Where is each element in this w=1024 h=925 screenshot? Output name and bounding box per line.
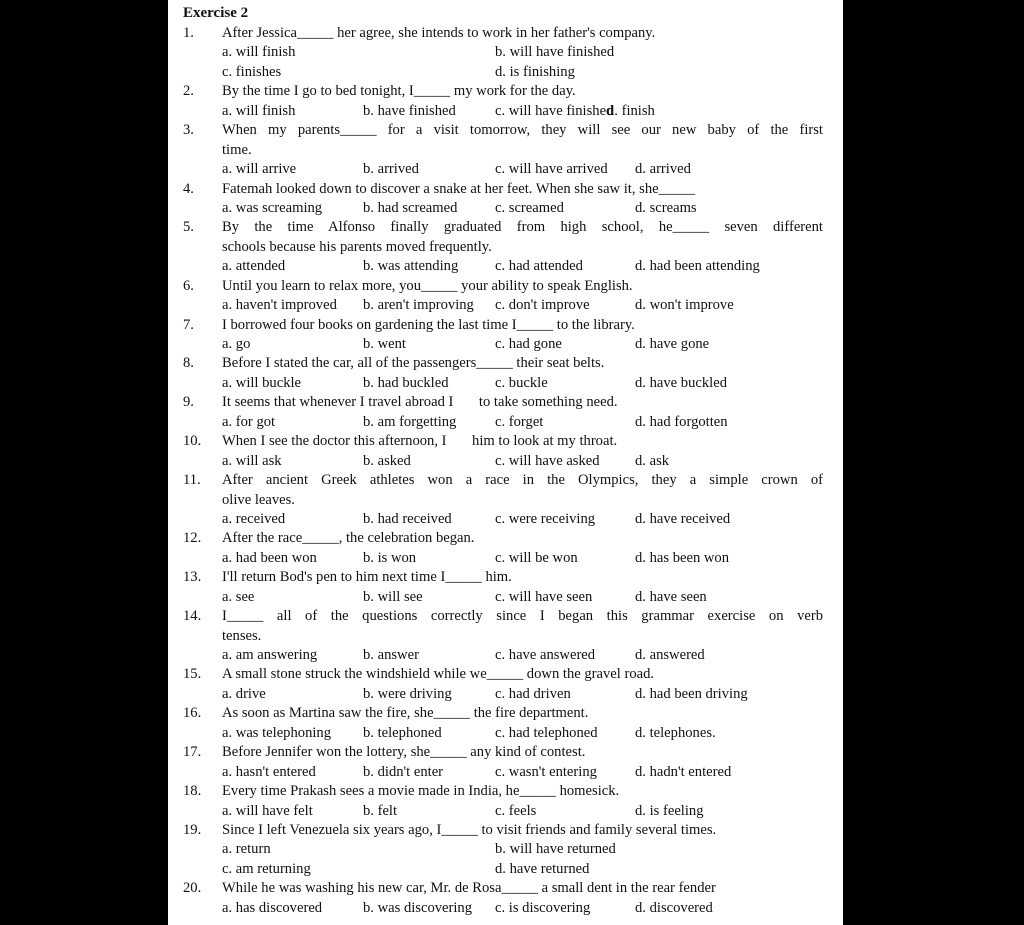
- option-a[interactable]: a. return: [222, 841, 271, 858]
- option-d[interactable]: d. answered: [635, 647, 705, 663]
- question-number: 11.: [183, 472, 201, 489]
- option-c[interactable]: c. will have seen: [495, 588, 593, 605]
- option-a[interactable]: a. had been won: [222, 549, 317, 566]
- option-b[interactable]: b. answer: [363, 647, 419, 663]
- option-b[interactable]: b. were driving: [363, 685, 452, 702]
- option-b[interactable]: b. have finished: [363, 102, 456, 119]
- question-number: 13.: [183, 569, 202, 586]
- option-a[interactable]: a. received: [222, 510, 286, 527]
- question-text-continued: [183, 627, 823, 646]
- question-13: [183, 568, 823, 587]
- question-19: [183, 821, 823, 840]
- question-16: [183, 704, 823, 723]
- option-a[interactable]: a. drive: [222, 685, 266, 702]
- question-number: 4.: [183, 180, 194, 197]
- question-text: By the time I go to bed tonight, I_____ my work for the day.: [222, 83, 576, 100]
- option-c[interactable]: c. feels: [495, 802, 537, 819]
- option-d[interactable]: d. is finishing: [495, 63, 575, 80]
- question-15: [183, 665, 823, 684]
- question-17: [183, 743, 823, 762]
- question-text: While he was washing his new car, Mr. de Rosa_____ a small dent in the rear fender: [222, 880, 716, 897]
- question-text: Since I left Venezuela six years ago, I_____ to visit friends and family several times.: [222, 821, 717, 838]
- question-number: 6.: [183, 277, 194, 294]
- question-6: [183, 277, 823, 296]
- question-number: 16.: [183, 705, 202, 722]
- question-number: 7.: [183, 316, 194, 333]
- option-d[interactable]: d. arrived: [635, 161, 691, 178]
- option-a[interactable]: a. will have felt: [222, 802, 313, 819]
- options-row: [183, 160, 823, 179]
- option-d[interactable]: d. had been attending: [635, 258, 760, 275]
- question-text: Before Jennifer won the lottery, she_____ any kind of contest.: [222, 744, 586, 761]
- question-text: As soon as Martina saw the fire, she_____ the fire department.: [222, 705, 589, 722]
- question-text: tenses.: [222, 627, 262, 644]
- question-text: When my parents_____ for a visit tomorrow, they will see our new baby of the first: [222, 122, 823, 139]
- option-c[interactable]: c. screamed: [495, 199, 564, 216]
- question-text: time.: [222, 141, 252, 158]
- question-number: 14.: [183, 608, 202, 625]
- option-b[interactable]: b. went: [363, 336, 406, 352]
- option-b[interactable]: b. arrived: [363, 161, 419, 178]
- options-row: [183, 588, 823, 607]
- option-b[interactable]: b. was discovering: [363, 899, 473, 916]
- question-2: [183, 82, 823, 101]
- option-a[interactable]: a. see: [222, 588, 255, 605]
- question-number: 1.: [183, 25, 194, 41]
- option-b[interactable]: b. telephoned: [363, 724, 442, 741]
- question-text: olive leaves.: [222, 491, 295, 508]
- option-c[interactable]: c. were receiving: [495, 510, 596, 527]
- option-c[interactable]: c. wasn't entering: [495, 763, 597, 780]
- question-3: [183, 121, 823, 140]
- option-c[interactable]: c. will have finished: [495, 102, 614, 119]
- question-number: 15.: [183, 666, 202, 683]
- option-b[interactable]: b. is won: [363, 549, 417, 566]
- question-number: 3.: [183, 122, 194, 139]
- option-a[interactable]: a. will finish: [222, 102, 296, 119]
- question-text: I_____ all of the questions correctly since I began this grammar exercise on verb: [222, 608, 823, 625]
- question-text: Before I stated the car, all of the passengers_____ their seat belts.: [222, 355, 605, 372]
- option-d[interactable]: d. had forgotten: [635, 413, 728, 430]
- options-row: [183, 802, 823, 821]
- option-a[interactable]: a. for got: [222, 413, 276, 430]
- question-4: [183, 180, 823, 199]
- options-row: [183, 724, 823, 743]
- option-a[interactable]: a. was screaming: [222, 199, 323, 216]
- option-a[interactable]: a. will finish: [222, 44, 296, 61]
- option-d[interactable]: d. have seen: [635, 588, 707, 605]
- option-c[interactable]: c. forget: [495, 413, 544, 430]
- question-number: 12.: [183, 530, 202, 547]
- option-c[interactable]: c. will have asked: [495, 452, 600, 469]
- options-row: [183, 374, 823, 393]
- option-c[interactable]: c. finishes: [222, 63, 282, 80]
- option-c[interactable]: c. have answered: [495, 647, 596, 663]
- option-c[interactable]: c. had driven: [495, 685, 571, 702]
- option-d[interactable]: d. have received: [635, 510, 731, 527]
- question-text: I borrowed four books on gardening the last time I_____ to the library.: [222, 316, 635, 333]
- option-d[interactable]: d. finish: [607, 102, 655, 119]
- option-c[interactable]: c. am returning: [222, 860, 311, 877]
- options-row: [183, 43, 823, 62]
- option-a[interactable]: a. attended: [222, 258, 286, 275]
- question-number: 19.: [183, 821, 202, 838]
- question-text: When I see the doctor this afternoon, I him to look at my throat.: [222, 433, 618, 450]
- question-1: [183, 24, 823, 43]
- options-row: [183, 413, 823, 432]
- option-a[interactable]: a. will arrive: [222, 161, 297, 178]
- options-row: [183, 102, 823, 121]
- worksheet-page: [168, 0, 843, 925]
- question-text: I'll return Bod's pen to him next time I_____ him.: [222, 569, 512, 586]
- option-d[interactable]: d. had been driving: [635, 685, 748, 702]
- options-row: [183, 335, 823, 354]
- question-text-continued: [183, 491, 823, 510]
- option-b[interactable]: b. felt: [363, 802, 398, 819]
- question-10: [183, 432, 823, 451]
- option-c[interactable]: c. is discovering: [495, 899, 591, 916]
- option-b[interactable]: b. had buckled: [363, 374, 449, 391]
- options-row: [183, 257, 823, 276]
- question-number: 20.: [183, 880, 202, 897]
- option-d[interactable]: d. won't improve: [635, 297, 734, 314]
- question-18: [183, 782, 823, 801]
- option-b[interactable]: b. will have returned: [495, 841, 616, 858]
- question-20: [183, 879, 823, 898]
- option-d[interactable]: d. screams: [635, 199, 697, 216]
- question-number: 5.: [183, 219, 194, 236]
- option-d[interactable]: d. have buckled: [635, 374, 727, 391]
- question-number: 18.: [183, 783, 202, 800]
- question-text: Until you learn to relax more, you_____ your ability to speak English.: [222, 277, 633, 294]
- option-c[interactable]: c. had gone: [495, 336, 562, 352]
- question-7: [183, 316, 823, 335]
- options-row: [183, 860, 823, 879]
- question-9: [183, 393, 823, 412]
- option-d[interactable]: d. ask: [635, 452, 670, 469]
- option-c[interactable]: c. don't improve: [495, 297, 590, 314]
- option-c[interactable]: c. will be won: [495, 549, 578, 566]
- option-b[interactable]: b. was attending: [363, 258, 459, 275]
- option-b[interactable]: b. asked: [363, 452, 411, 469]
- question-number: 10.: [183, 433, 202, 450]
- question-5: [183, 218, 823, 237]
- options-row: [183, 510, 823, 529]
- option-a[interactable]: a. haven't improved: [222, 297, 337, 314]
- option-c[interactable]: c. will have arrived: [495, 161, 608, 178]
- question-text: A small stone struck the windshield while we_____ down the gravel road.: [222, 666, 655, 683]
- option-d[interactable]: d. discovered: [635, 899, 713, 916]
- question-text: Every time Prakash sees a movie made in India, he_____ homesick.: [222, 783, 620, 800]
- question-number: 17.: [183, 744, 202, 761]
- options-row: [183, 549, 823, 568]
- option-b[interactable]: b. had screamed: [363, 199, 458, 216]
- option-a[interactable]: a. has discovered: [222, 899, 323, 916]
- question-text: It seems that whenever I travel abroad I to take something need.: [222, 394, 618, 411]
- option-d[interactable]: d. has been won: [635, 549, 730, 566]
- option-d[interactable]: d. telephones.: [635, 724, 716, 741]
- option-b[interactable]: b. had received: [363, 510, 452, 527]
- option-b[interactable]: b. aren't improving: [363, 297, 474, 314]
- question-text-continued: [183, 141, 823, 160]
- question-text: Fatemah looked down to discover a snake at her feet. When she saw it, she_____: [222, 180, 696, 197]
- question-number: 8.: [183, 355, 194, 372]
- option-b[interactable]: b. didn't enter: [363, 763, 444, 780]
- option-a[interactable]: a. was telephoning: [222, 724, 332, 741]
- question-text: By the time Alfonso finally graduated from high school, he_____ seven different: [222, 219, 823, 236]
- question-text: After Jessica_____ her agree, she intends to work in her father's company.: [222, 25, 656, 41]
- options-row: [183, 840, 823, 859]
- option-c[interactable]: c. had attended: [495, 258, 583, 275]
- question-number: 9.: [183, 394, 194, 411]
- option-a[interactable]: a. am answering: [222, 647, 318, 663]
- question-text: After the race_____, the celebration began.: [222, 530, 475, 547]
- option-c[interactable]: c. had telephoned: [495, 724, 598, 741]
- option-d[interactable]: d. have gone: [635, 336, 710, 352]
- options-row: [183, 763, 823, 782]
- options-row: [183, 899, 823, 918]
- options-row: [183, 452, 823, 471]
- option-d[interactable]: d. have returned: [495, 860, 590, 877]
- options-row: [183, 685, 823, 704]
- option-d[interactable]: d. is feeling: [635, 802, 704, 819]
- question-12: [183, 529, 823, 548]
- question-14: [183, 607, 823, 626]
- option-a[interactable]: a. will buckle: [222, 374, 302, 391]
- options-row: [183, 296, 823, 315]
- question-number: 2.: [183, 83, 194, 100]
- option-b[interactable]: b. am forgetting: [363, 413, 457, 430]
- question-text: schools because his parents moved frequently.: [222, 238, 492, 255]
- question-text: After ancient Greek athletes won a race in the Olympics, they a simple crown of: [222, 472, 823, 489]
- exercise-title: Exercise 2: [183, 5, 249, 21]
- question-text-continued: [183, 238, 823, 257]
- options-row: [183, 63, 823, 82]
- question-8: [183, 354, 823, 373]
- option-a[interactable]: a. will ask: [222, 452, 282, 469]
- option-b[interactable]: b. will see: [363, 588, 423, 605]
- option-a[interactable]: a. hasn't entered: [222, 763, 316, 780]
- option-b[interactable]: b. will have finished: [495, 44, 615, 61]
- option-a[interactable]: a. go: [222, 336, 251, 352]
- question-11: [183, 471, 823, 490]
- options-row: [183, 646, 823, 665]
- option-d[interactable]: d. hadn't entered: [635, 763, 732, 780]
- options-row: [183, 199, 823, 218]
- option-c[interactable]: c. buckle: [495, 374, 548, 391]
